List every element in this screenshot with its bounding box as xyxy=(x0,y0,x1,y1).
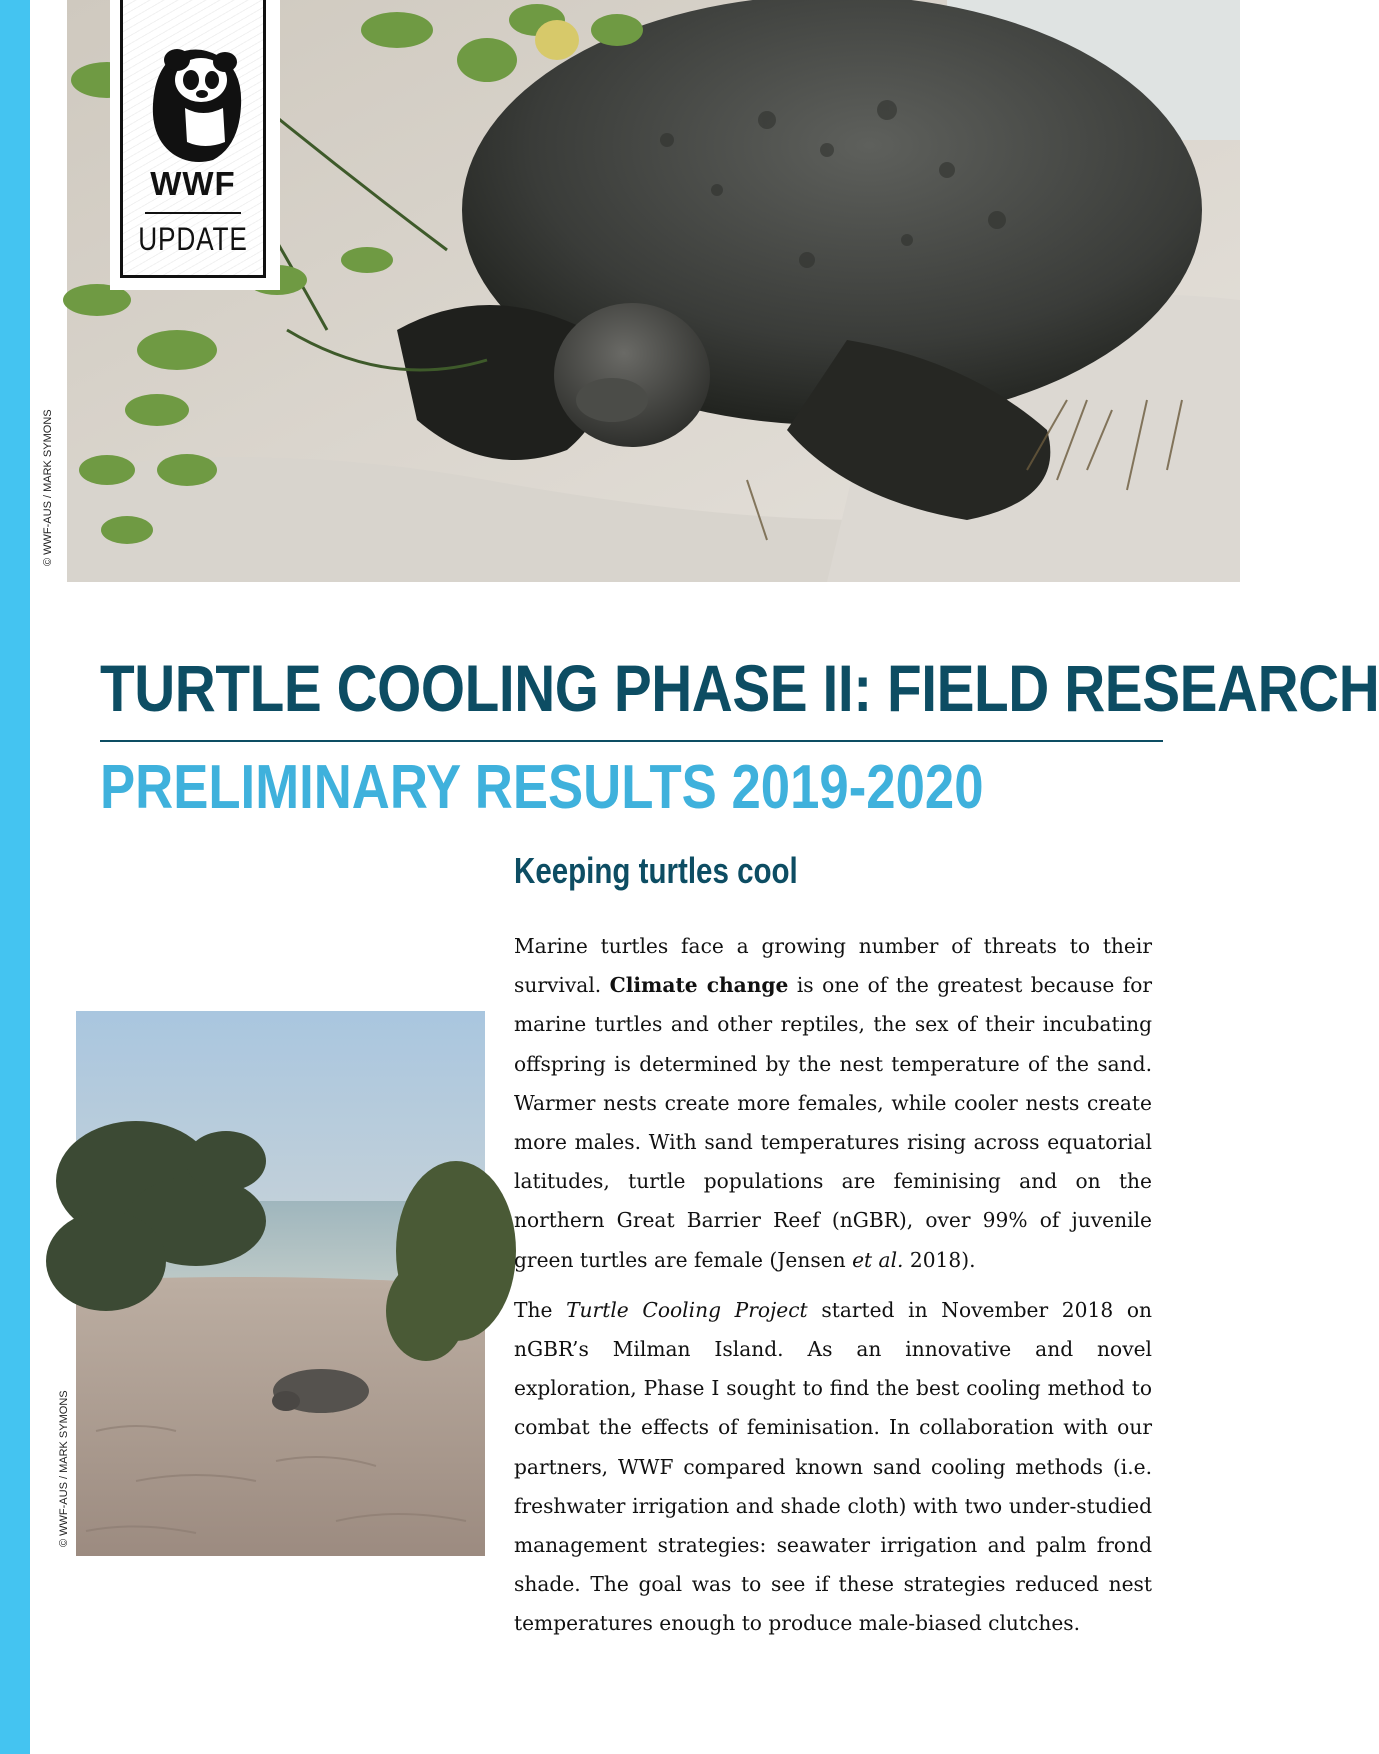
wwf-update-badge xyxy=(110,0,280,290)
p2-text-a: The xyxy=(514,1297,567,1322)
wwf-wordmark: WWF xyxy=(150,165,236,202)
p1-text-a: Marine turtles face a growing number of threats to their survival. xyxy=(514,934,1152,998)
p2-project-name: Turtle Cooling Project xyxy=(566,1297,808,1322)
p1-text-c: is one of the greatest because for marine turtles and other reptiles, the sex of their incubating offspring is determined by the nest temperature of the sand. Warmer nests create more females, while cooler nests create more males. With sand temperatures rising across equatorial latitudes, turtle populations are feminising and on the northern Great Barrier Reef (nGBR), over 99% of juvenile green turtles are female (Jensen xyxy=(514,973,1152,1272)
page-subtitle: PRELIMINARY RESULTS 2019-2020 xyxy=(100,753,984,822)
side-accent-bar xyxy=(0,0,30,1754)
badge-divider xyxy=(145,212,241,214)
badge-frame xyxy=(120,0,266,278)
page-title: TURTLE COOLING PHASE II: FIELD RESEARCH xyxy=(100,651,1379,725)
hero-photo-credit: © WWF-AUS / MARK SYMONS xyxy=(42,409,54,566)
beach-photo-illustration xyxy=(76,1011,485,1556)
section-heading: Keeping turtles cool xyxy=(514,850,798,891)
paragraph-1 xyxy=(514,927,1152,1280)
article-body xyxy=(514,927,1152,1655)
beach-photo-credit: © WWF-AUS / MARK SYMONS xyxy=(58,1390,70,1547)
p1-citation-et-al: et al. xyxy=(852,1247,904,1272)
paragraph-2 xyxy=(514,1291,1152,1644)
p1-emphasis-climate-change: Climate change xyxy=(609,973,789,998)
beach-turtle-photo xyxy=(76,1011,485,1556)
p1-text-e: 2018). xyxy=(903,1247,976,1272)
p2-text-c: started in November 2018 on nGBR’s Milman Island. As an innovative and novel exploration, Phase I sought to find the best cooling method to combat the effects of feminisation. In collaboration with our partners, WWF compared known sand cooling methods (i.e. freshwater irrigation and shade cloth) with two under-studied management strategies: seawater irrigation and palm frond shade. The goal was to see if these strategies reduced nest temperatures enough to produce male-biased clutches. xyxy=(514,1297,1152,1636)
panda-logo-icon xyxy=(147,46,247,164)
badge-update-label: UPDATE xyxy=(138,221,248,257)
title-divider xyxy=(100,740,1163,742)
